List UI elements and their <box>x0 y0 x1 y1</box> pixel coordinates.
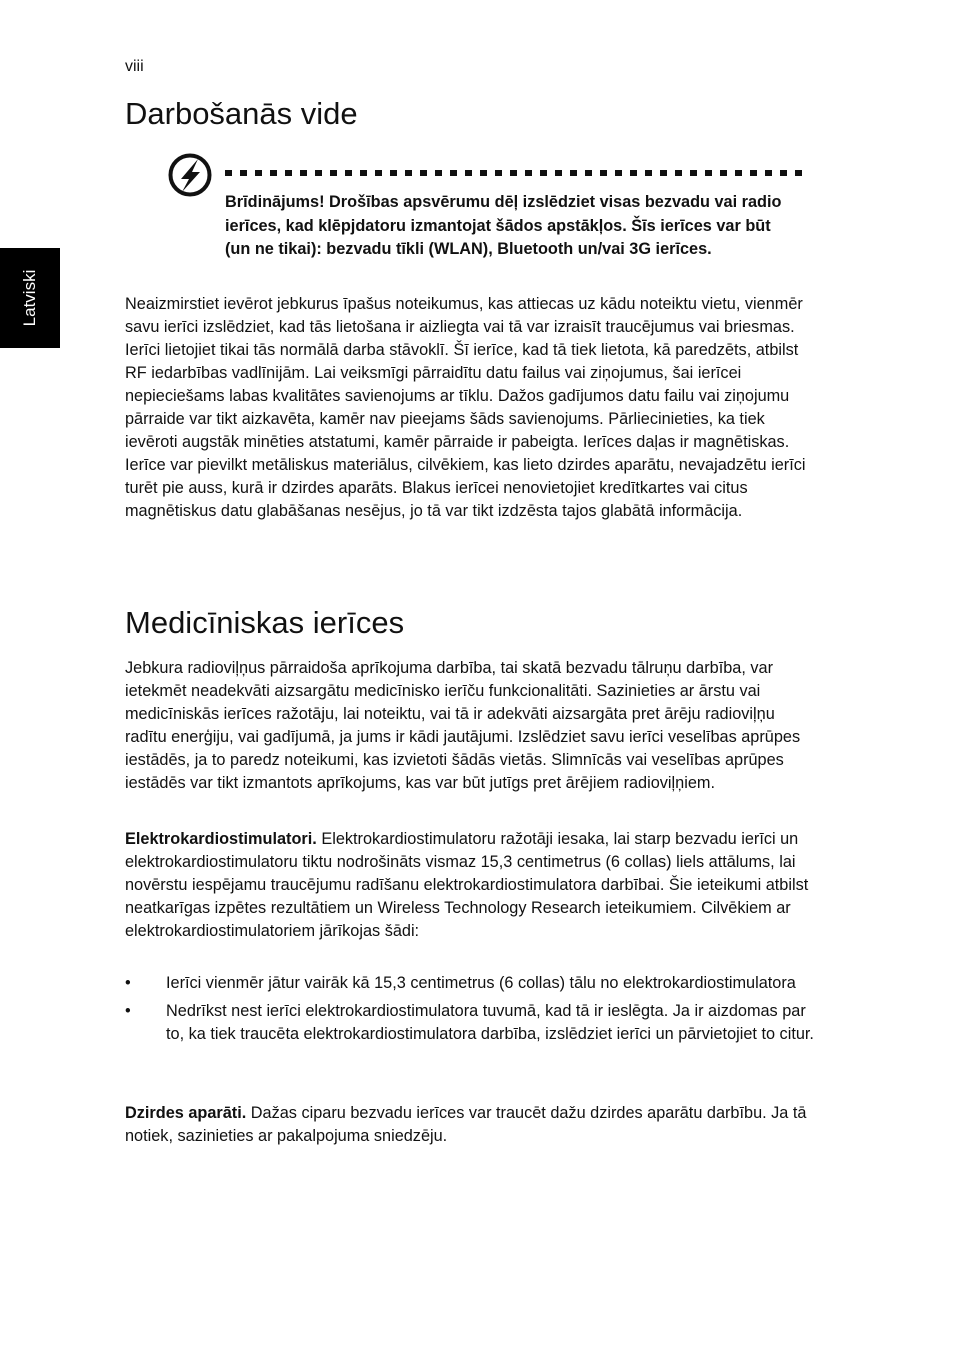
medical-paragraph: Jebkura radioviļņus pārraidoša aprīkojuma darbība, tai skatā bezvadu tālruņu darbība, var ietekmēt neadekvāti aizsargātu medicīnisko ierīču funkcionalitāti. Sazinieties ar ārstu vai medicīniskās ierīces ražotāju, lai noteiktu, vai tā ir adekvāti aizsargāta pret ārēju radioviļņu radītu enerģiju, vai gadījumā, ja jums ir kādi jautājumi. Izslēdziet savu ierīci veselības aprūpes iestādēs, ja to paredz noteikumi, kas izvietoti šādās vietās. Slimnīcās vai veselības aprūpes iestādēs var tikt izmantots aprīkojums, kas var būt jutīgs pret ārējiem radioviļņiem. <box>125 659 801 792</box>
list-item <box>125 972 815 995</box>
lightning-warning-icon <box>167 152 213 198</box>
bullet-mark: • <box>125 974 131 992</box>
warning-text: Brīdinājums! Drošības apsvērumu dēļ izslēdziet visas bezvadu vai radio ierīces, kad klēpjdatoru izmantojat šādos apstākļos. Šīs ierīces var būt (un ne tikai): bezvadu tīkli (WLAN), Bluetooth un/vai 3G ierīces. <box>225 193 782 258</box>
section-title-environment: Darbošanās vide <box>125 96 358 131</box>
warning-divider <box>225 170 809 176</box>
section-title-medical: Medicīniskas ierīces <box>125 605 405 640</box>
bullet-text: Nedrīkst nest ierīci elektrokardiostimulatora tuvumā, kad tā ir ieslēgta. Ja ir aizdomas par to, ka tiek traucēta elektrokardiostimulatora darbība, izslēdziet ierīci un pārvietojiet to citur. <box>166 1002 814 1043</box>
pacemaker-bullet-list <box>125 972 815 1051</box>
bullet-text: Ierīci vienmēr jātur vairāk kā 15,3 centimetrus (6 collas) tālu no elektrokardiostimulatora <box>166 974 796 992</box>
pacemaker-text: Elektrokardiostimulatoru ražotāji iesaka, lai starp bezvadu ierīci un elektrokardiostimulatoru tiktu nodrošināts vismaz 15,3 centimetrus (6 collas) liels attālums, lai novērstu iespējamu traucējumu radīšanu elektrokardiostimulatora darbībai. Šie ieteikumi atbilst neatkarīgas izpētes rezultātiem un Wireless Technology Research ieteikumiem. Cilvēkiem ar elektrokardiostimulatoriem jārīkojas šādi: <box>125 830 809 940</box>
bullet-mark: • <box>125 1002 131 1020</box>
list-item <box>125 1000 815 1046</box>
language-tab <box>0 248 60 348</box>
environment-paragraph: Neaizmirstiet ievērot jebkurus īpašus noteikumus, kas attiecas uz kādu noteiktu vietu, vienmēr savu ierīci izslēdziet, kad tās lietošana ir aizliegta vai tā var izraisīt traucējumus vai briesmas. Ierīci lietojiet tikai tās normālā darba stāvoklī. Šī ierīce, kad tā tiek lietota, kā paredzēts, atbilst RF iedarbības vadlīnijām. Lai veiksmīgi pārraidītu datu failus vai ziņojumus, šai ierīcei nepieciešams labas kvalitātes savienojums ar tīklu. Dažos gadījumos datu failu vai ziņojumu pārraide var tikt aizkavēta, kamēr nav pieejams šāds savienojums. Pārliecinieties, ka tiek ievēroti augstāk minēties atstatumi, kamēr pārraide ir pabeigta. Ierīces daļas ir magnētiskas. Ierīce var pievilkt metāliskus materiālus, cilvēkiem, kas lieto dzirdes aparātu, nevajadzētu ierīci turēt pie auss, kurā ir dzirdes aparāts. Blakus ierīcei nenovietojiet kredītkartes vai citus magnētiskus datu glabāšanas nesējus, jo tā var tikt izdzēsta tajos glabātā informācija. <box>125 295 806 520</box>
hearing-aid-label: Dzirdes aparāti. <box>125 1104 247 1122</box>
pacemaker-paragraph <box>125 828 815 943</box>
pacemaker-label: Elektrokardiostimulatori. <box>125 830 317 848</box>
hearing-aid-text: Dažas ciparu bezvadu ierīces var traucēt dažu dzirdes aparātu darbību. Ja tā notiek, sazinieties ar pakalpojuma sniedzēju. <box>125 1104 807 1145</box>
language-tab-label: Latviski <box>20 269 39 327</box>
hearing-aid-paragraph <box>125 1102 815 1148</box>
page-number: viii <box>125 58 144 75</box>
